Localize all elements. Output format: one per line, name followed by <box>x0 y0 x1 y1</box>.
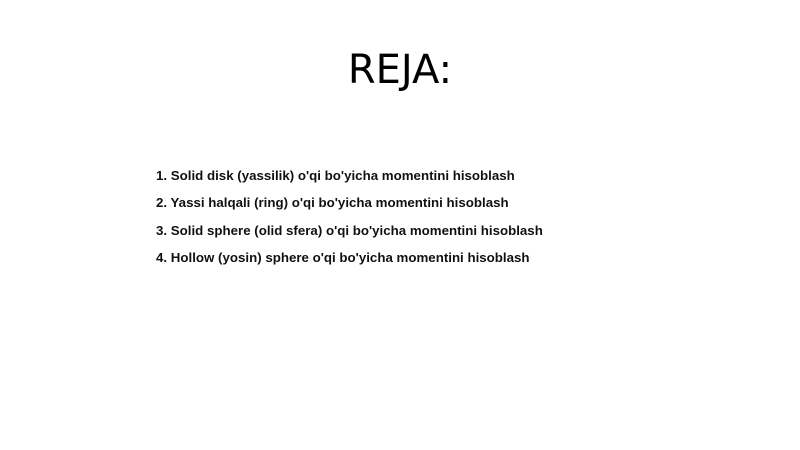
agenda-list <box>156 162 543 271</box>
agenda-item-4: 4. Hollow (yosin) sphere o'qi bo'yicha momentini hisoblash <box>156 249 530 265</box>
agenda-item-3: 3. Solid sphere (olid sfera) o'qi bo'yicha momentini hisoblash <box>156 222 543 238</box>
agenda-item-1: 1. Solid disk (yassilik) o'qi bo'yicha momentini hisoblash <box>156 168 515 183</box>
agenda-item-2: 2. Yassi halqali (ring) o'qi bo'yicha momentini hisoblash <box>156 195 509 211</box>
slide-title: REJA: <box>347 47 453 93</box>
